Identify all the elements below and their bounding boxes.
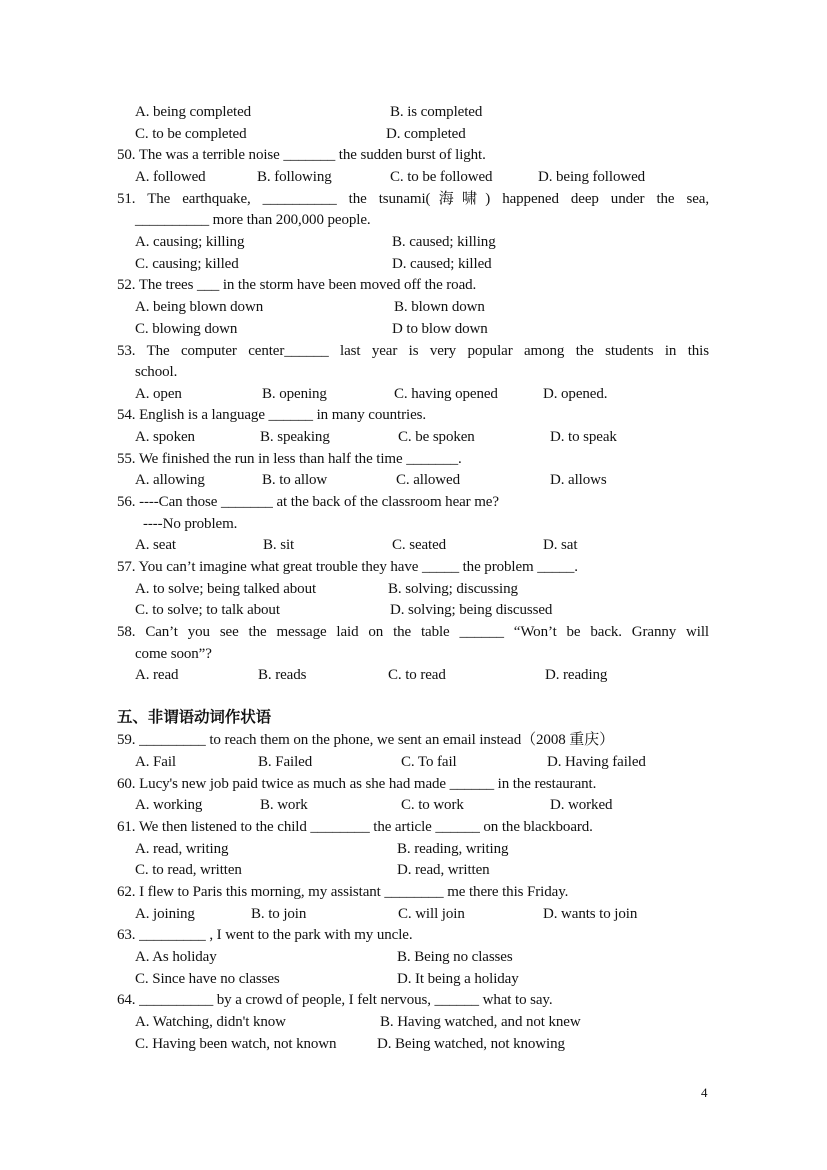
option-c: C. will join [398, 906, 465, 922]
question-55: 55. We finished the run in less than half the time _______. [117, 451, 462, 467]
option-c: C. seated [392, 537, 447, 553]
page-number: 4 [701, 1085, 708, 1100]
question-58-continued: come soon”? [135, 646, 212, 662]
option-c: C. to work [401, 797, 464, 813]
option-b: B. following [257, 169, 332, 185]
option-b: B. work [260, 797, 308, 813]
option-d: D. caused; killed [392, 256, 492, 272]
option-d: D to blow down [392, 321, 488, 337]
option-a: A. Fail [135, 754, 176, 770]
question-56-reply: ----No problem. [143, 516, 238, 532]
option-a: A. read, writing [135, 841, 229, 857]
section-heading: 五、非谓语动词作状语 [117, 708, 272, 726]
option-a: A. followed [135, 169, 206, 185]
option-a: A. Watching, didn't know [135, 1014, 286, 1030]
option-c: C. having opened [394, 386, 498, 402]
question-53: 53. The computer center______ last year is very popular among the students in this [117, 343, 709, 359]
question-58: 58. Can’t you see the message laid on the table ______ “Won’t be back. Granny will [117, 624, 709, 640]
option-a: A. allowing [135, 472, 205, 488]
option-a: A. being blown down [135, 299, 264, 315]
option-c: C. be spoken [398, 429, 475, 445]
option-a: A. joining [135, 906, 195, 922]
option-b: B. opening [262, 386, 327, 402]
option-c: C. blowing down [135, 321, 238, 337]
option-a: A. seat [135, 537, 176, 553]
question-57: 57. You can’t imagine what great trouble they have _____ the problem _____. [117, 559, 578, 575]
question-56: 56. ----Can those _______ at the back of the classroom hear me? [117, 494, 499, 510]
option-b: B. blown down [394, 299, 485, 315]
question-51: 51. The earthquake, __________ the tsunami(海啸) happened deep under the sea, [117, 191, 709, 207]
option-d: D. solving; being discussed [390, 602, 553, 618]
option-a: A. causing; killing [135, 234, 245, 250]
option-a: A. As holiday [135, 949, 217, 965]
option-c: C. allowed [396, 472, 460, 488]
option-b: B. Failed [258, 754, 313, 770]
option-b: B. solving; discussing [388, 581, 518, 597]
option-d: D. being followed [538, 169, 646, 185]
option-d: D. wants to join [543, 906, 638, 922]
option-c: C. to be followed [390, 169, 493, 185]
option-a: A. working [135, 797, 203, 813]
option-b: B. is completed [390, 104, 483, 120]
question-50: 50. The was a terrible noise _______ the sudden burst of light. [117, 147, 486, 163]
question-53-continued: school. [135, 364, 178, 380]
option-b: B. reading, writing [397, 841, 509, 857]
option-b: B. speaking [260, 429, 330, 445]
option-b: B. sit [263, 537, 295, 553]
option-c: C. To fail [401, 754, 457, 770]
option-d: D. sat [543, 537, 578, 553]
question-59: 59. _________ to reach them on the phone, we sent an email instead（2008 重庆） [117, 732, 614, 748]
option-c: C. to solve; to talk about [135, 602, 280, 618]
question-60: 60. Lucy's new job paid twice as much as she had made ______ in the restaurant. [117, 776, 597, 792]
option-b: B. to join [251, 906, 307, 922]
option-d: D. completed [386, 126, 466, 142]
option-c: C. to read, written [135, 862, 242, 878]
option-a: A. to solve; being talked about [135, 581, 317, 597]
option-d: D. It being a holiday [397, 971, 519, 987]
option-c: C. to be completed [135, 126, 247, 142]
option-d: D. opened. [543, 386, 608, 402]
option-b: B. Being no classes [397, 949, 513, 965]
option-b: B. Having watched, and not knew [380, 1014, 581, 1030]
option-b: B. reads [258, 667, 307, 683]
option-b: B. to allow [262, 472, 328, 488]
option-d: D. to speak [550, 429, 617, 445]
question-52: 52. The trees ___ in the storm have been moved off the road. [117, 277, 477, 293]
option-c: C. Since have no classes [135, 971, 280, 987]
option-d: D. Having failed [547, 754, 646, 770]
option-b: B. caused; killing [392, 234, 496, 250]
option-d: D. Being watched, not knowing [377, 1036, 565, 1052]
question-64: 64. __________ by a crowd of people, I felt nervous, ______ what to say. [117, 992, 553, 1008]
question-51-continued: __________ more than 200,000 people. [135, 212, 371, 228]
option-c: C. Having been watch, not known [135, 1036, 337, 1052]
option-d: D. read, written [397, 862, 490, 878]
option-a: A. read [135, 667, 179, 683]
question-62: 62. I flew to Paris this morning, my assistant ________ me there this Friday. [117, 884, 569, 900]
question-63: 63. _________ , I went to the park with my uncle. [117, 927, 413, 943]
option-d: D. worked [550, 797, 613, 813]
question-61: 61. We then listened to the child ________ the article ______ on the blackboard. [117, 819, 593, 835]
option-d: D. reading [545, 667, 608, 683]
option-a: A. spoken [135, 429, 195, 445]
option-a: A. being completed [135, 104, 252, 120]
option-c: C. to read [388, 667, 446, 683]
option-c: C. causing; killed [135, 256, 239, 272]
option-d: D. allows [550, 472, 607, 488]
question-54: 54. English is a language ______ in many countries. [117, 407, 427, 423]
option-a: A. open [135, 386, 182, 402]
